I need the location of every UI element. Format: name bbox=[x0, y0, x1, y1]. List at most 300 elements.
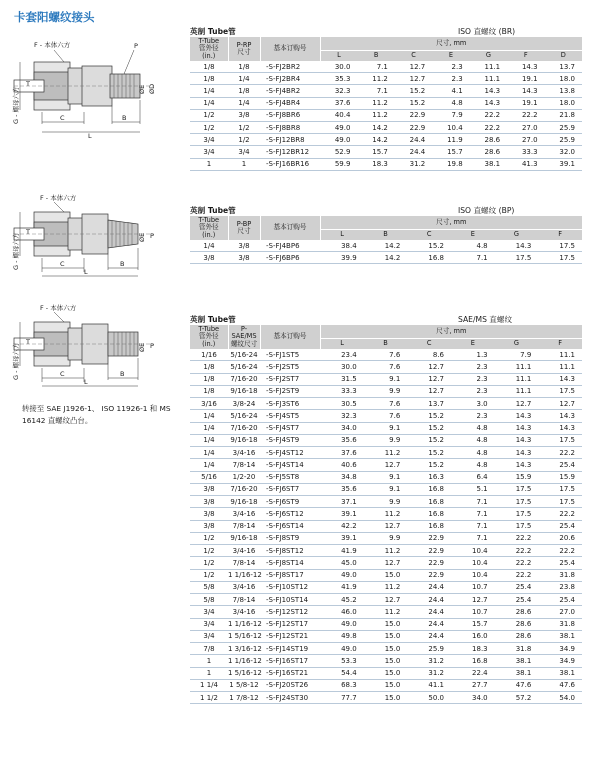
cell-thread-size: 3/4-16 bbox=[228, 581, 260, 593]
cell-thread-size: 5/16-24 bbox=[228, 410, 260, 422]
cell-l: 49.0 bbox=[320, 121, 357, 133]
table-row bbox=[190, 361, 582, 373]
table-row bbox=[190, 679, 582, 691]
cell-c: 13.7 bbox=[407, 398, 451, 410]
cell-b: 11.2 bbox=[357, 109, 394, 121]
cell-thread-size: 3/8-24 bbox=[228, 398, 260, 410]
cell-part-number: -S-FJ1ST5 bbox=[260, 349, 320, 361]
cell-c: 22.9 bbox=[407, 557, 451, 569]
label-l: L bbox=[84, 378, 88, 386]
cell-tube-od: 1/2 bbox=[190, 545, 228, 557]
cell-e: 4.8 bbox=[432, 97, 469, 109]
table-row bbox=[190, 109, 582, 121]
cell-c: 15.2 bbox=[395, 85, 432, 97]
cell-g: 14.3 bbox=[495, 422, 539, 434]
cell-thread-size: 1/8 bbox=[228, 85, 260, 97]
cell-part-number: -S-FJ3ST6 bbox=[260, 398, 320, 410]
cell-f: 14.3 bbox=[538, 410, 582, 422]
table-row bbox=[190, 643, 582, 655]
cell-f: 17.5 bbox=[538, 434, 582, 446]
cell-c: 16.8 bbox=[407, 252, 451, 264]
label-p: P bbox=[134, 42, 138, 50]
cell-part-number: -S-FJ8ST17 bbox=[260, 569, 320, 581]
cell-f: 38.1 bbox=[538, 667, 582, 679]
cell-tube-od: 1/2 bbox=[190, 121, 228, 133]
col-header-g: G bbox=[470, 51, 507, 62]
cell-b: 9.1 bbox=[364, 373, 408, 385]
cell-b: 15.7 bbox=[357, 146, 394, 158]
cell-part-number: -S-FJ6ST7 bbox=[260, 483, 320, 495]
cell-f: 31.8 bbox=[538, 618, 582, 630]
cell-c: 8.6 bbox=[407, 349, 451, 361]
table-row bbox=[190, 252, 582, 264]
cell-tube-od: 3/16 bbox=[190, 398, 228, 410]
cell-l: 45.0 bbox=[320, 557, 364, 569]
cell-c: 24.4 bbox=[407, 606, 451, 618]
cell-f: 14.3 bbox=[538, 373, 582, 385]
cell-b: 14.2 bbox=[357, 134, 394, 146]
cell-b: 7.1 bbox=[357, 85, 394, 97]
cell-l: 32.3 bbox=[320, 85, 357, 97]
cell-l: 35.6 bbox=[320, 483, 364, 495]
cell-e: 7.1 bbox=[451, 508, 495, 520]
col-header-dimensions: 尺寸, mm bbox=[320, 37, 582, 51]
cell-tube-od: 1/4 bbox=[190, 459, 228, 471]
table-row bbox=[190, 569, 582, 581]
spec-table-sae bbox=[190, 325, 582, 704]
cell-b: 7.6 bbox=[364, 349, 408, 361]
cell-f: 14.3 bbox=[507, 85, 544, 97]
label-d: ØD bbox=[148, 83, 156, 94]
cell-l: 39.1 bbox=[320, 508, 364, 520]
cell-g: 14.3 bbox=[495, 434, 539, 446]
cell-c: 31.2 bbox=[407, 667, 451, 679]
cell-thread-size: 7/8-14 bbox=[228, 557, 260, 569]
cell-tube-od: 1 bbox=[190, 655, 228, 667]
cell-g: 17.5 bbox=[495, 520, 539, 532]
cell-e: 7.1 bbox=[451, 532, 495, 544]
cell-b: 11.2 bbox=[364, 545, 408, 557]
cell-thread-size: 3/4-16 bbox=[228, 447, 260, 459]
cell-part-number: -S-FJ12BR12 bbox=[260, 146, 320, 158]
cell-d: 18.0 bbox=[545, 73, 582, 85]
cell-l: 33.3 bbox=[320, 385, 364, 397]
cell-l: 31.5 bbox=[320, 373, 364, 385]
col-header-e: E bbox=[451, 339, 495, 350]
cell-c: 24.4 bbox=[407, 581, 451, 593]
header-row bbox=[190, 325, 582, 339]
cell-part-number: -S-FJ2ST5 bbox=[260, 361, 320, 373]
col-header-e: E bbox=[432, 51, 469, 62]
cell-d: 13.7 bbox=[545, 61, 582, 73]
cell-g: 22.2 bbox=[470, 109, 507, 121]
cell-g: 11.1 bbox=[495, 373, 539, 385]
cell-g: 28.6 bbox=[495, 630, 539, 642]
col-header-f: F bbox=[538, 339, 582, 350]
cell-d: 18.0 bbox=[545, 97, 582, 109]
table-row bbox=[190, 655, 582, 667]
col-header-thread: P-RP 尺寸 bbox=[228, 37, 260, 61]
cell-part-number: -S-FJ4ST7 bbox=[260, 422, 320, 434]
cell-tube-od: 1 bbox=[190, 158, 228, 170]
cell-f: 17.5 bbox=[538, 240, 582, 252]
cell-d: 21.8 bbox=[545, 109, 582, 121]
label-l: L bbox=[84, 268, 88, 276]
cell-tube-od: 7/8 bbox=[190, 643, 228, 655]
col-header-l: L bbox=[320, 339, 364, 350]
cell-f: 15.9 bbox=[538, 471, 582, 483]
adapter-note: 转接至 SAE J1926-1、 ISO 11926-1 和 MS 16142 直螺纹凸台。 bbox=[22, 404, 171, 425]
cell-f: 27.0 bbox=[538, 606, 582, 618]
cell-b: 12.7 bbox=[364, 459, 408, 471]
col-header-dimensions: 尺寸, mm bbox=[320, 325, 582, 339]
cell-e: 16.0 bbox=[451, 630, 495, 642]
cell-b: 11.2 bbox=[364, 447, 408, 459]
table-row bbox=[190, 606, 582, 618]
cell-l: 41.9 bbox=[320, 545, 364, 557]
cell-c: 22.9 bbox=[395, 121, 432, 133]
cell-tube-od: 5/8 bbox=[190, 594, 228, 606]
cell-e: 7.1 bbox=[451, 520, 495, 532]
cell-e: 4.8 bbox=[451, 447, 495, 459]
cell-g: 22.2 bbox=[495, 532, 539, 544]
cell-tube-od: 1/4 bbox=[190, 97, 228, 109]
header-row bbox=[190, 216, 582, 230]
label-e: ØE bbox=[138, 84, 146, 94]
cell-l: 38.4 bbox=[320, 240, 364, 252]
cell-e: 15.7 bbox=[432, 146, 469, 158]
cell-b: 15.0 bbox=[364, 679, 408, 691]
cell-b: 11.2 bbox=[364, 581, 408, 593]
cell-part-number: -S-FJ4ST5 bbox=[260, 410, 320, 422]
cell-e: 4.8 bbox=[451, 240, 495, 252]
cell-tube-od: 1/4 bbox=[190, 85, 228, 97]
page-title: 卡套阳螺纹接头 bbox=[14, 10, 95, 24]
table-row bbox=[190, 158, 582, 170]
cell-thread-size: 3/4-16 bbox=[228, 606, 260, 618]
cell-e: 10.4 bbox=[451, 545, 495, 557]
cell-g: 14.3 bbox=[470, 97, 507, 109]
cell-c: 31.2 bbox=[407, 655, 451, 667]
cell-tube-od: 1/8 bbox=[190, 73, 228, 85]
cell-g: 25.4 bbox=[495, 581, 539, 593]
cell-f: 22.2 bbox=[538, 447, 582, 459]
cell-e: 5.1 bbox=[451, 483, 495, 495]
cell-thread-size: 1 7/8-12 bbox=[228, 692, 260, 704]
cell-c: 24.4 bbox=[407, 594, 451, 606]
table-row bbox=[190, 134, 582, 146]
cell-c: 16.3 bbox=[407, 471, 451, 483]
col-header-e: E bbox=[451, 230, 495, 241]
col-header-l: L bbox=[320, 51, 357, 62]
cell-tube-od: 1/2 bbox=[190, 569, 228, 581]
cell-c: 24.4 bbox=[395, 134, 432, 146]
cell-l: 45.2 bbox=[320, 594, 364, 606]
col-header-l: L bbox=[320, 230, 364, 241]
col-header-c: C bbox=[407, 230, 451, 241]
cell-l: 59.9 bbox=[320, 158, 357, 170]
table-row bbox=[190, 496, 582, 508]
cell-c: 16.8 bbox=[407, 508, 451, 520]
cell-f: 47.6 bbox=[538, 679, 582, 691]
cell-thread-size: 3/8 bbox=[228, 109, 260, 121]
cell-part-number: -S-FJ4BR4 bbox=[260, 97, 320, 109]
cell-f: 14.3 bbox=[538, 422, 582, 434]
cell-thread-size: 3/8 bbox=[228, 252, 260, 264]
table-row bbox=[190, 667, 582, 679]
cell-thread-size: 1/2 bbox=[228, 121, 260, 133]
cell-g: 7.9 bbox=[495, 349, 539, 361]
table-row bbox=[190, 146, 582, 158]
cell-part-number: -S-FJ8BR8 bbox=[260, 121, 320, 133]
cell-e: 2.3 bbox=[432, 61, 469, 73]
cell-b: 12.7 bbox=[364, 594, 408, 606]
cell-g: 22.2 bbox=[470, 121, 507, 133]
table-row bbox=[190, 557, 582, 569]
cell-l: 30.0 bbox=[320, 361, 364, 373]
table-row bbox=[190, 121, 582, 133]
cell-c: 12.7 bbox=[395, 73, 432, 85]
cell-f: 17.5 bbox=[538, 252, 582, 264]
table-row bbox=[190, 483, 582, 495]
cell-tube-od: 1/8 bbox=[190, 61, 228, 73]
cell-part-number: -S-FJ8ST9 bbox=[260, 532, 320, 544]
fitting-drawing-sae bbox=[14, 302, 164, 388]
cell-c: 50.0 bbox=[407, 692, 451, 704]
cell-l: 49.0 bbox=[320, 569, 364, 581]
cell-e: 7.1 bbox=[451, 252, 495, 264]
cell-part-number: -S-FJ2BR2 bbox=[260, 61, 320, 73]
cell-e: 4.1 bbox=[432, 85, 469, 97]
cell-d: 25.9 bbox=[545, 134, 582, 146]
cell-f: 22.2 bbox=[538, 545, 582, 557]
cell-part-number: -S-FJ2ST7 bbox=[260, 373, 320, 385]
cell-f: 12.7 bbox=[538, 398, 582, 410]
table-row bbox=[190, 630, 582, 642]
cell-l: 32.3 bbox=[320, 410, 364, 422]
cell-c: 22.9 bbox=[407, 532, 451, 544]
cell-tube-od: 1/16 bbox=[190, 349, 228, 361]
col-header-g: G bbox=[495, 339, 539, 350]
cell-e: 2.3 bbox=[451, 385, 495, 397]
cell-tube-od: 1/2 bbox=[190, 109, 228, 121]
cell-l: 23.4 bbox=[320, 349, 364, 361]
cell-g: 11.1 bbox=[470, 61, 507, 73]
cell-part-number: -S-FJ6ST14 bbox=[260, 520, 320, 532]
cell-c: 15.2 bbox=[407, 434, 451, 446]
cell-e: 7.1 bbox=[451, 496, 495, 508]
table-row bbox=[190, 520, 582, 532]
cell-tube-od: 3/8 bbox=[190, 520, 228, 532]
cell-tube-od: 5/8 bbox=[190, 581, 228, 593]
col-header-tube: T-Tube 管外径 (in.) bbox=[190, 325, 228, 349]
cell-b: 9.9 bbox=[364, 532, 408, 544]
cell-tube-od: 1/8 bbox=[190, 361, 228, 373]
cell-b: 15.0 bbox=[364, 569, 408, 581]
cell-l: 54.4 bbox=[320, 667, 364, 679]
cell-l: 53.3 bbox=[320, 655, 364, 667]
cell-part-number: -S-FJ16BR16 bbox=[260, 158, 320, 170]
cell-l: 34.8 bbox=[320, 471, 364, 483]
label-t: T bbox=[26, 338, 30, 346]
cell-thread-size: 3/4-16 bbox=[228, 508, 260, 520]
cell-l: 37.6 bbox=[320, 447, 364, 459]
cell-f: 41.3 bbox=[507, 158, 544, 170]
cell-f: 25.4 bbox=[538, 459, 582, 471]
cell-l: 37.6 bbox=[320, 97, 357, 109]
cell-d: 25.9 bbox=[545, 121, 582, 133]
cell-tube-od: 1 1/2 bbox=[190, 692, 228, 704]
cell-f: 27.0 bbox=[507, 134, 544, 146]
cell-tube-od: 3/4 bbox=[190, 618, 228, 630]
cell-thread-size: 1 5/16-12 bbox=[228, 667, 260, 679]
cell-c: 16.8 bbox=[407, 483, 451, 495]
col-header-c: C bbox=[407, 339, 451, 350]
cell-g: 22.2 bbox=[495, 569, 539, 581]
cell-b: 15.0 bbox=[364, 618, 408, 630]
cell-thread-size: 5/16-24 bbox=[228, 361, 260, 373]
col-header-part: 基本订购号 bbox=[260, 216, 320, 240]
fitting-drawing-br bbox=[14, 36, 164, 140]
cell-l: 52.9 bbox=[320, 146, 357, 158]
cell-c: 15.2 bbox=[407, 447, 451, 459]
cell-part-number: -S-FJ16ST17 bbox=[260, 655, 320, 667]
cell-c: 12.7 bbox=[395, 61, 432, 73]
fitting-drawing-bp bbox=[14, 190, 164, 278]
cell-c: 24.4 bbox=[407, 630, 451, 642]
cell-thread-size: 1 bbox=[228, 158, 260, 170]
cell-f: 34.9 bbox=[538, 643, 582, 655]
cell-f: 19.1 bbox=[507, 97, 544, 109]
cell-part-number: -S-FJ12BR8 bbox=[260, 134, 320, 146]
cell-b: 15.0 bbox=[364, 643, 408, 655]
cell-g: 31.8 bbox=[495, 643, 539, 655]
cell-b: 11.2 bbox=[364, 508, 408, 520]
cell-tube-od: 1 bbox=[190, 667, 228, 679]
cell-tube-od: 3/4 bbox=[190, 606, 228, 618]
col-header-d: D bbox=[545, 51, 582, 62]
header-row bbox=[190, 37, 582, 51]
cell-thread-size: 9/16-18 bbox=[228, 385, 260, 397]
cell-part-number: -S-FJ4ST14 bbox=[260, 459, 320, 471]
cell-f: 17.5 bbox=[538, 496, 582, 508]
label-b: B bbox=[120, 260, 125, 268]
cell-tube-od: 3/8 bbox=[190, 252, 228, 264]
cell-l: 49.0 bbox=[320, 134, 357, 146]
cell-f: 17.5 bbox=[538, 385, 582, 397]
cell-f: 11.1 bbox=[538, 349, 582, 361]
col-header-tube: T-Tube 管外径 (in.) bbox=[190, 37, 228, 61]
cell-g: 14.3 bbox=[495, 240, 539, 252]
cell-f: 11.1 bbox=[538, 361, 582, 373]
cell-e: 19.8 bbox=[432, 158, 469, 170]
col-header-b: B bbox=[357, 51, 394, 62]
cell-tube-od: 5/16 bbox=[190, 471, 228, 483]
cell-tube-od: 1/4 bbox=[190, 447, 228, 459]
cell-c: 12.7 bbox=[407, 361, 451, 373]
cell-part-number: -S-FJ2BR4 bbox=[260, 73, 320, 85]
cell-b: 12.7 bbox=[364, 557, 408, 569]
cell-thread-size: 7/16-20 bbox=[228, 422, 260, 434]
cell-b: 7.6 bbox=[364, 361, 408, 373]
cell-tube-od: 1/4 bbox=[190, 422, 228, 434]
cell-f: 27.0 bbox=[507, 121, 544, 133]
label-c: C bbox=[60, 370, 65, 378]
cell-g: 38.1 bbox=[495, 655, 539, 667]
cell-part-number: -S-FJ4ST12 bbox=[260, 447, 320, 459]
cell-g: 17.5 bbox=[495, 483, 539, 495]
cell-thread-size: 7/16-20 bbox=[228, 373, 260, 385]
cell-g: 11.1 bbox=[470, 73, 507, 85]
cell-e: 6.4 bbox=[451, 471, 495, 483]
cell-c: 22.9 bbox=[407, 569, 451, 581]
table-row bbox=[190, 618, 582, 630]
cell-tube-od: 1/8 bbox=[190, 373, 228, 385]
cell-c: 12.7 bbox=[407, 385, 451, 397]
cell-b: 11.2 bbox=[364, 606, 408, 618]
cell-b: 14.2 bbox=[357, 121, 394, 133]
cell-g: 14.3 bbox=[470, 85, 507, 97]
cell-f: 22.2 bbox=[507, 109, 544, 121]
col-header-b: B bbox=[364, 230, 408, 241]
cell-e: 10.7 bbox=[451, 581, 495, 593]
cell-c: 24.4 bbox=[395, 146, 432, 158]
col-header-g: G bbox=[495, 230, 539, 241]
cell-c: 24.4 bbox=[407, 618, 451, 630]
label-l: L bbox=[88, 132, 92, 140]
cell-e: 15.7 bbox=[451, 618, 495, 630]
cell-part-number: -S-FJ12ST21 bbox=[260, 630, 320, 642]
cell-c: 15.2 bbox=[395, 97, 432, 109]
cell-part-number: -S-FJ6ST9 bbox=[260, 496, 320, 508]
cell-e: 2.3 bbox=[432, 73, 469, 85]
table-row bbox=[190, 434, 582, 446]
cell-b: 12.7 bbox=[364, 520, 408, 532]
cell-c: 25.9 bbox=[407, 643, 451, 655]
cell-b: 7.1 bbox=[357, 61, 394, 73]
cell-part-number: -S-FJ8ST14 bbox=[260, 557, 320, 569]
cell-f: 33.3 bbox=[507, 146, 544, 158]
cell-f: 25.4 bbox=[538, 594, 582, 606]
cell-e: 4.8 bbox=[451, 459, 495, 471]
cell-g: 22.2 bbox=[495, 545, 539, 557]
cell-f: 34.9 bbox=[538, 655, 582, 667]
cell-c: 15.2 bbox=[407, 459, 451, 471]
label-g: G - 螺母六方 bbox=[12, 232, 20, 270]
cell-thread-size: 1/8 bbox=[228, 61, 260, 73]
label-t: T bbox=[26, 80, 30, 88]
cell-b: 14.2 bbox=[364, 252, 408, 264]
cell-thread-size: 3/4-16 bbox=[228, 545, 260, 557]
cell-thread-size: 1/2-20 bbox=[228, 471, 260, 483]
table-row bbox=[190, 459, 582, 471]
cell-part-number: -S-FJ4BR2 bbox=[260, 85, 320, 97]
cell-tube-od: 3/8 bbox=[190, 508, 228, 520]
label-g: G - 螺母六方 bbox=[12, 342, 20, 380]
cell-g: 11.1 bbox=[495, 385, 539, 397]
cell-thread-size: 1 1/16-12 bbox=[228, 569, 260, 581]
table-row bbox=[190, 410, 582, 422]
cell-f: 54.0 bbox=[538, 692, 582, 704]
cell-b: 9.9 bbox=[364, 496, 408, 508]
cell-l: 42.2 bbox=[320, 520, 364, 532]
cell-l: 37.1 bbox=[320, 496, 364, 508]
cell-f: 17.5 bbox=[538, 483, 582, 495]
cell-e: 18.3 bbox=[451, 643, 495, 655]
cell-part-number: -S-FJ20ST26 bbox=[260, 679, 320, 691]
cell-c: 15.2 bbox=[407, 240, 451, 252]
label-f: F - 本体六方 bbox=[40, 194, 77, 202]
